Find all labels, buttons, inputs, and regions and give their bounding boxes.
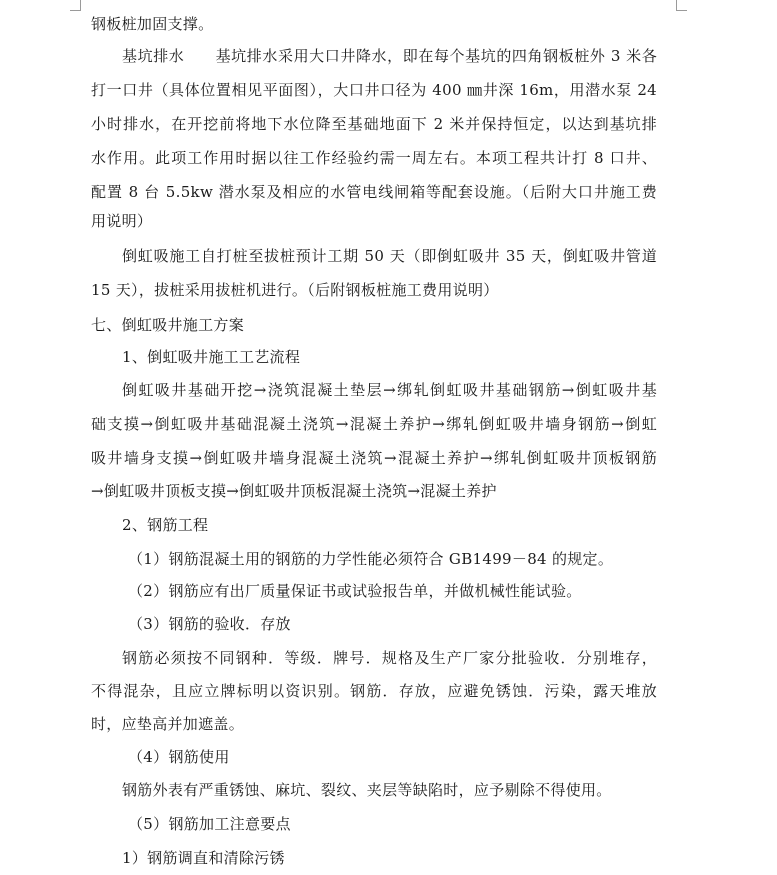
- text-line: 时，应垫高并加遮盖。: [91, 715, 245, 733]
- list-item: 1）钢筋调直和清除污锈: [122, 849, 285, 867]
- list-item: （3）钢筋的验收．存放: [128, 615, 291, 633]
- text-line: 吸井墙身支摸→倒虹吸井墙身混凝土浇筑→混凝土养护→绑轧倒虹吸井顶板钢筋: [91, 449, 657, 467]
- text-line: 钢板桩加固支撑。: [91, 15, 214, 33]
- list-item: （4）钢筋使用: [128, 748, 230, 766]
- text-line: 配置 8 台 5.5kw 潜水泵及相应的水管电线闸箱等配套设施。（后附大口井施工费: [91, 183, 657, 201]
- margin-corner-mark-left: [70, 0, 81, 11]
- paragraph-drainage-heading-line: 基坑排水 基坑排水采用大口井降水，即在每个基坑的四角钢板桩外 3 米各: [122, 47, 657, 65]
- text-line: 钢筋必须按不同钢种．等级．牌号．规格及生产厂家分批验收．分别堆存，: [122, 649, 657, 667]
- text-line: →倒虹吸井顶板支摸→倒虹吸井顶板混凝土浇筑→混凝土养护: [91, 482, 497, 500]
- text-line: 钢筋外表有严重锈蚀、麻坑、裂纹、夹层等缺陷时，应予剔除不得使用。: [122, 781, 612, 799]
- list-item: （2）钢筋应有出厂质量保证书或试验报告单，并做机械性能试验。: [128, 582, 582, 600]
- text-line: 用说明）: [91, 212, 153, 230]
- text-line: 15 天），拔桩采用拔桩机进行。（后附钢板桩施工费用说明）: [91, 281, 499, 299]
- list-item: （1）钢筋混凝土用的钢筋的力学性能必须符合 GB1499－84 的规定。: [128, 550, 614, 568]
- text-line: 小时排水，在开挖前将地下水位降至基础地面下 2 米并保持恒定，以达到基坑排: [91, 115, 657, 133]
- text-line: 打一口井（具体位置相见平面图），大口井口径为 400 ㎜井深 16m，用潜水泵 24: [91, 81, 657, 99]
- subsection-heading-process-flow: 1、倒虹吸井施工工艺流程: [122, 348, 301, 366]
- text-line: 水作用。此项工作用时据以往工作经验约需一周左右。本项工程共计打 8 口井、: [91, 149, 657, 167]
- section-heading-siphon-plan: 七、倒虹吸井施工方案: [91, 316, 245, 334]
- text-line: 础支摸→倒虹吸井基础混凝土浇筑→混凝土养护→绑轧倒虹吸井墙身钢筋→倒虹: [91, 415, 657, 433]
- text-line: 倒虹吸井基础开挖→浇筑混凝土垫层→绑轧倒虹吸井基础钢筋→倒虹吸井基: [122, 381, 657, 399]
- list-item: （5）钢筋加工注意要点: [128, 815, 291, 833]
- text-line: 不得混杂，且应立牌标明以资识别。钢筋．存放，应避免锈蚀．污染，露天堆放: [91, 682, 657, 700]
- paragraph-siphon-duration-line: 倒虹吸施工自打桩至拔桩预计工期 50 天（即倒虹吸井 35 天，倒虹吸井管道: [122, 247, 657, 265]
- subsection-heading-rebar: 2、钢筋工程: [122, 516, 209, 534]
- margin-corner-mark-right: [676, 0, 687, 11]
